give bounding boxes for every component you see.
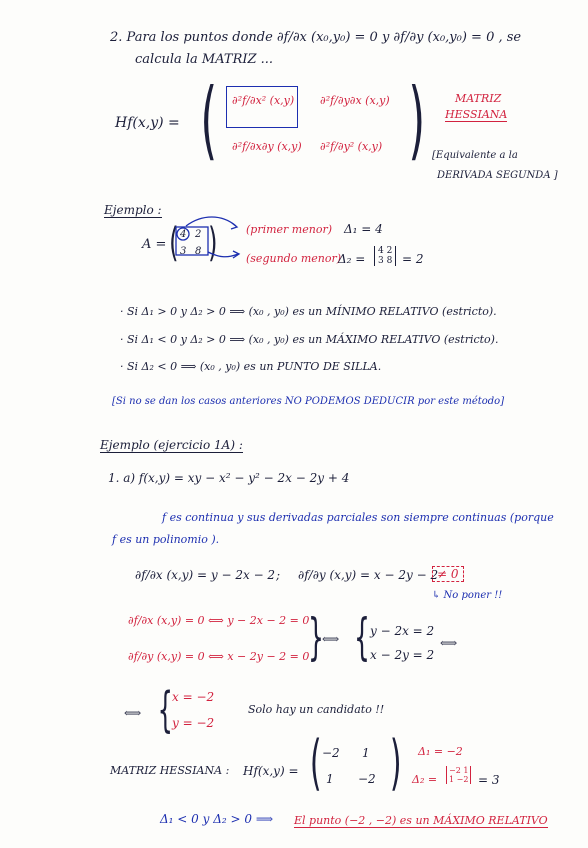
no-poner-note: ↳ No poner !! (432, 590, 503, 601)
system-eq1: y − 2x = 2 (370, 624, 435, 638)
arrows-menores (172, 212, 252, 272)
conclusion-conditions: Δ₁ < 0 y Δ₂ > 0 ⟹ (160, 812, 274, 826)
A-m12: 2 (195, 229, 202, 240)
hess-m11: −2 (322, 746, 340, 760)
label-matriz: MATRIZ (455, 92, 502, 105)
delta2-rhs: = 2 (402, 252, 424, 266)
hess-delta1: Δ₁ = −2 (418, 745, 463, 758)
delta2-det: 4 2 3 8 (374, 246, 396, 266)
separator: ; (276, 568, 281, 582)
example1-title: Ejemplo : (104, 203, 162, 217)
hess-delta2-lhs: Δ₂ = (412, 773, 438, 786)
A-left-paren: ( (169, 220, 179, 266)
hess-delta2-val: = 3 (478, 773, 500, 787)
h22: ∂²f/∂y² (x,y) (320, 140, 383, 153)
label-hessiana: HESSIANA (445, 108, 508, 121)
solution-x: x = −2 (172, 690, 215, 704)
equiv-line1: [Equivalente a la (432, 150, 518, 161)
note-no-deducir: [Si no se dan los casos anteriores NO PODEMOS DEDUCIR por este método] (112, 396, 505, 407)
hess-delta2-det: −2 1 1 −2 (446, 766, 471, 784)
brace-3: { (157, 682, 173, 738)
A-right-paren: ) (208, 220, 218, 266)
partial-y: ∂f/∂y (x,y) = x − 2y − 2 (298, 568, 439, 582)
hess-left-paren: ( (309, 728, 322, 798)
iff-2: ⟺ (440, 636, 458, 650)
rule-silla: · Si Δ₂ < 0 ⟹ (x₀ , y₀) es un PUNTO DE SILLA. (120, 360, 382, 373)
conclusion-maximo: El punto (−2 , −2) es un MÁXIMO RELATIVO (294, 814, 548, 827)
section2-line2: calcula la MATRIZ ... (135, 52, 274, 67)
hessiana-label: MATRIZ HESSIANA : (110, 764, 230, 777)
eq2-left: ∂f/∂y (x,y) = 0 ⟺ x − 2y − 2 = 0 (128, 650, 310, 663)
primer-menor: (primer menor) (246, 223, 333, 236)
partial-x: ∂f/∂x (x,y) = y − 2x − 2 (135, 568, 276, 582)
eq1-left: ∂f/∂x (x,y) = 0 ⟺ y − 2x − 2 = 0 (128, 614, 310, 627)
solo-candidato: Solo hay un candidato !! (248, 703, 385, 716)
h12: ∂²f/∂y∂x (x,y) (320, 94, 390, 107)
A-lhs: A = (142, 237, 167, 252)
h21: ∂²f/∂x∂y (x,y) (232, 140, 302, 153)
continuity-line2: f es un polinomio ). (112, 533, 220, 546)
A-m22: 8 (195, 246, 202, 257)
iff-1: ⟺ (322, 632, 340, 646)
continuity-line1: f es continua y sus derivadas parciales son siempre continuas (porque (162, 511, 554, 524)
A-m21: 3 (180, 246, 187, 257)
h11-box (226, 86, 298, 128)
delta2-lhs: Δ₂ = (338, 252, 366, 266)
hessiana-lhs: Hf(x,y) = (243, 764, 299, 778)
rule-minimo: · Si Δ₁ > 0 y Δ₂ > 0 ⟹ (x₀ , y₀) es un MÍNIMO RELATIVO (estricto). (120, 305, 497, 318)
brace-2: { (353, 608, 370, 666)
system-eq2: x − 2y = 2 (370, 648, 435, 662)
hess-m12: 1 (362, 746, 370, 760)
not-zero-note: ≠ 0 (432, 566, 464, 582)
section2-line1: 2. Para los puntos donde ∂f/∂x (x₀,y₀) = 0 y ∂f/∂y (x₀,y₀) = 0 , se (110, 30, 522, 45)
h11: ∂²f/∂x² (x,y) (232, 94, 295, 107)
solution-y: y = −2 (172, 716, 215, 730)
hess-right-paren: ) (389, 728, 402, 798)
segundo-menor: (segundo menor) (246, 252, 342, 265)
equiv-line2: DERIVADA SEGUNDA ] (437, 170, 558, 181)
delta1: Δ₁ = 4 (344, 222, 383, 236)
iff-3: ⟺ (124, 706, 142, 720)
brace-1: } (307, 608, 324, 666)
hessian-lhs: Hf(x,y) = (115, 115, 180, 131)
A-m11: 4 (180, 229, 187, 240)
hess-m22: −2 (358, 772, 376, 786)
function-def: 1. a) f(x,y) = xy − x² − y² − 2x − 2y + 4 (108, 471, 350, 485)
left-paren: ( (200, 70, 218, 170)
hess-m21: 1 (326, 772, 334, 786)
example2-title: Ejemplo (ejercicio 1A) : (100, 438, 243, 452)
rule-maximo: · Si Δ₁ < 0 y Δ₂ > 0 ⟹ (x₀ , y₀) es un MÁXIMO RELATIVO (estricto). (120, 333, 499, 346)
right-paren: ) (408, 70, 426, 170)
